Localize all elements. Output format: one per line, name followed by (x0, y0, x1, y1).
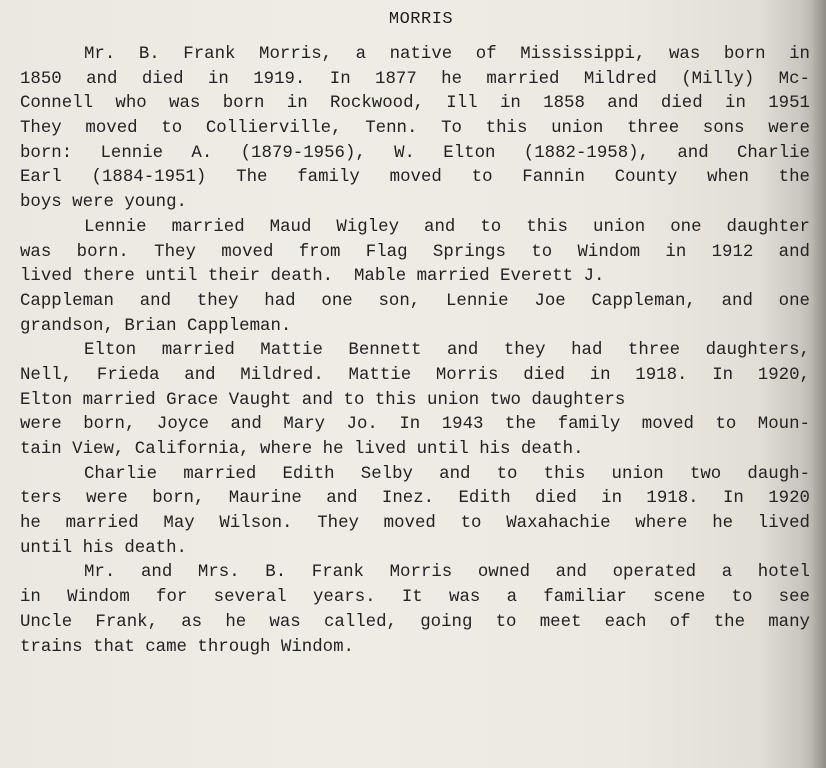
text-line: Lennie married Maud Wigley and to this union one daughter (84, 217, 810, 237)
text-line: Mr. B. Frank Morris, a native of Mississippi, was born in (84, 45, 810, 64)
text-line: boys were young. (20, 193, 187, 213)
text-line: Mr. and Mrs. B. Frank Morris owned and operated a hotel (84, 563, 810, 583)
text-line: until his death. (20, 538, 187, 558)
text-line: lived there until their death. Mable married Everett J. (20, 267, 605, 287)
text-line: Earl (1884-1951) The family moved to Fannin County when the (20, 168, 810, 188)
text-line: he married May Wilson. They moved to Waxahachie where he lived (20, 514, 810, 534)
paragraph-3 (20, 339, 810, 462)
text-line: Elton married Grace Vaught and to this union two daughters (20, 390, 626, 410)
document-body (20, 43, 810, 660)
paragraph-2 (20, 216, 810, 339)
text-line: Charlie married Edith Selby and to this union two daugh- (84, 464, 810, 484)
text-line: ters were born, Maurine and Inez. Edith died in 1918. In 1920 (20, 489, 810, 509)
text-line: Connell who was born in Rockwood, Ill in 1858 and died in 1951 (20, 94, 810, 114)
text-line: trains that came through Windom. (20, 637, 354, 657)
text-line: born: Lennie A. (1879-1956), W. Elton (1882-1958), and Charlie (20, 143, 810, 163)
paragraph-1 (20, 43, 810, 216)
text-line: They moved to Collierville, Tenn. To this union three sons were (20, 119, 810, 139)
text-line: Nell, Frieda and Mildred. Mattie Morris died in 1918. In 1920, (20, 365, 810, 385)
text-line: tain View, California, where he lived until his death. (20, 440, 584, 459)
paragraph-5 (20, 561, 810, 660)
text-line: Cappleman and they had one son, Lennie Joe Cappleman, and one (20, 291, 810, 311)
text-line: in Windom for several years. It was a familiar scene to see (20, 588, 810, 608)
text-line: Uncle Frank, as he was called, going to meet each of the many (20, 612, 810, 632)
text-line: 1850 and died in 1919. In 1877 he married Mildred (Milly) Mc- (20, 69, 810, 89)
page-title: MORRIS (388, 10, 454, 29)
text-line: grandson, Brian Cappleman. (20, 316, 292, 336)
text-line: were born, Joyce and Mary Jo. In 1943 the family moved to Moun- (20, 415, 810, 435)
text-line: was born. They moved from Flag Springs to Windom in 1912 and (20, 242, 810, 262)
paragraph-4 (20, 463, 810, 562)
text-line: Elton married Mattie Bennett and they had three daughters, (84, 341, 810, 361)
